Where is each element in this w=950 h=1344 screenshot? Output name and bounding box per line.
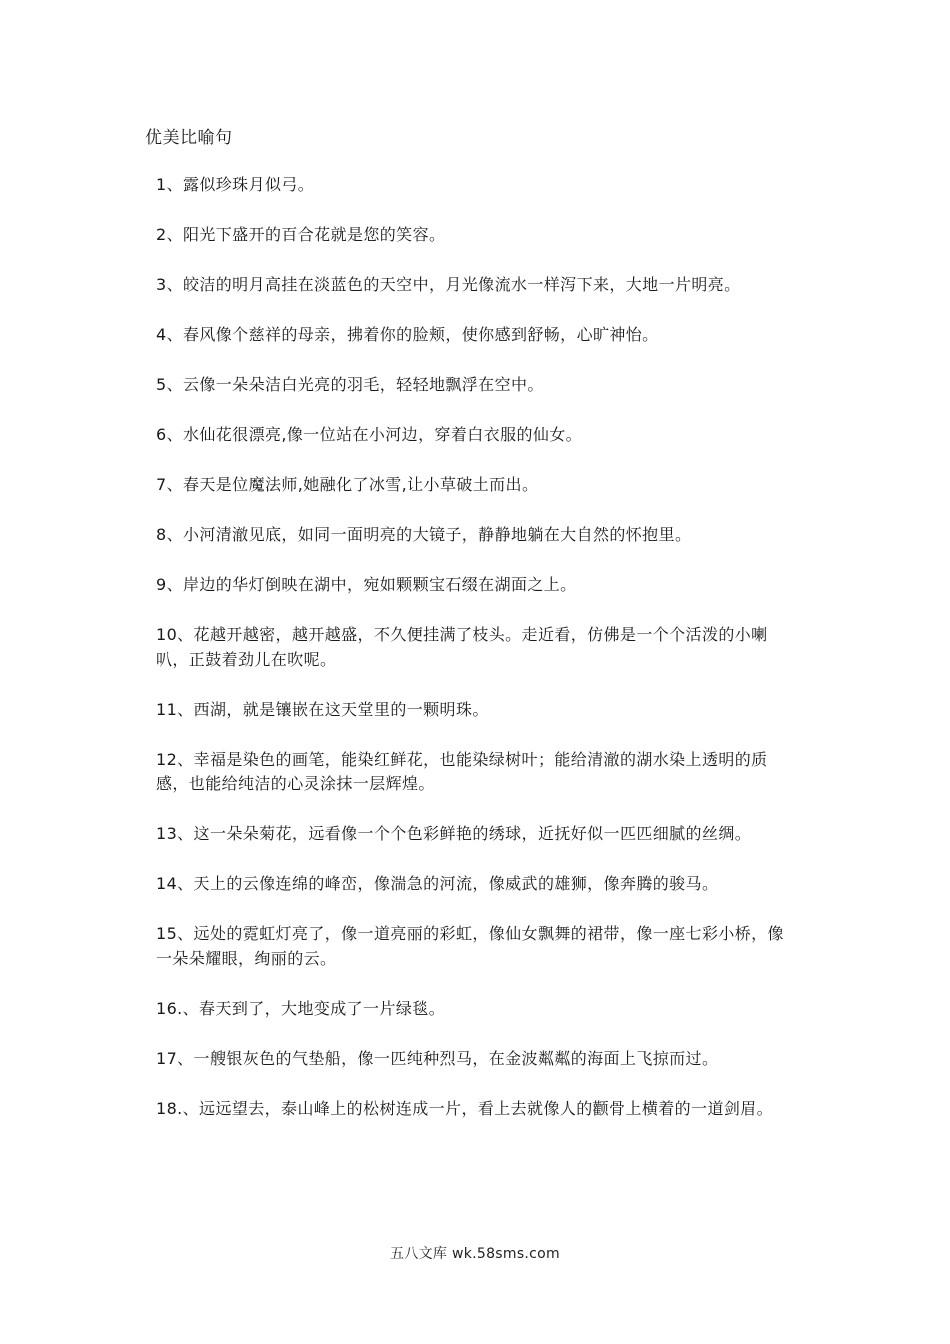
sentence-item: 12、幸福是染色的画笔，能染红鲜花，也能染绿树叶；能给清澈的湖水染上透明的质感，也能给纯洁的心灵涂抹一层辉煌。 [156,749,768,793]
sentence-list [156,173,796,1147]
sentence-item: 6、水仙花很漂亮,像一位站在小河边，穿着白衣服的仙女。 [156,425,583,444]
sentence-item: 9、岸边的华灯倒映在湖中，宛如颗颗宝石缀在湖面之上。 [156,575,577,594]
footer-watermark: 五八文库 wk.58sms.com [390,1246,560,1262]
sentence-item: 10、花越开越密，越开越盛，不久便挂满了枝头。走近看，仿佛是一个个活泼的小喇叭，正鼓着劲儿在吹呢。 [156,625,768,669]
sentence-item: 15、远处的霓虹灯亮了，像一道亮丽的彩虹，像仙女飘舞的裙带，像一座七彩小桥，像一朵朵耀眼，绚丽的云。 [156,924,784,968]
sentence-item: 8、小河清澈见底，如同一面明亮的大镜子，静静地躺在大自然的怀抱里。 [156,525,692,544]
sentence-item: 17、一艘银灰色的气垫船，像一匹纯种烈马，在金波粼粼的海面上飞掠而过。 [156,1048,719,1068]
sentence-item: 4、春风像个慈祥的母亲，拂着你的脸颊，使你感到舒畅，心旷神怡。 [156,325,659,344]
sentence-item: 5、云像一朵朵洁白光亮的羽毛，轻轻地飘浮在空中。 [156,375,544,394]
sentence-item: 7、春天是位魔法师,她融化了冰雪,让小草破土而出。 [156,475,539,494]
sentence-item: 14、天上的云像连绵的峰峦，像湍急的河流，像威武的雄狮，像奔腾的骏马。 [156,874,719,893]
sentence-item: 18.、远远望去，泰山峰上的松树连成一片，看上去就像人的颧骨上横着的一道剑眉。 [156,1098,774,1118]
document-title: 优美比喻句 [145,128,233,148]
sentence-item: 3、皎洁的明月高挂在淡蓝色的天空中，月光像流水一样泻下来，大地一片明亮。 [156,275,741,294]
sentence-item: 13、这一朵朵菊花，远看像一个个色彩鲜艳的绣球，近抚好似一匹匹细腻的丝绸。 [156,824,752,843]
sentence-item: 2、阳光下盛开的百合花就是您的笑容。 [156,225,446,244]
sentence-item: 11、西湖，就是镶嵌在这天堂里的一颗明珠。 [156,699,489,719]
sentence-item: 16.、春天到了，大地变成了一片绿毯。 [156,998,446,1018]
sentence-item: 1、露似珍珠月似弓。 [156,175,315,194]
